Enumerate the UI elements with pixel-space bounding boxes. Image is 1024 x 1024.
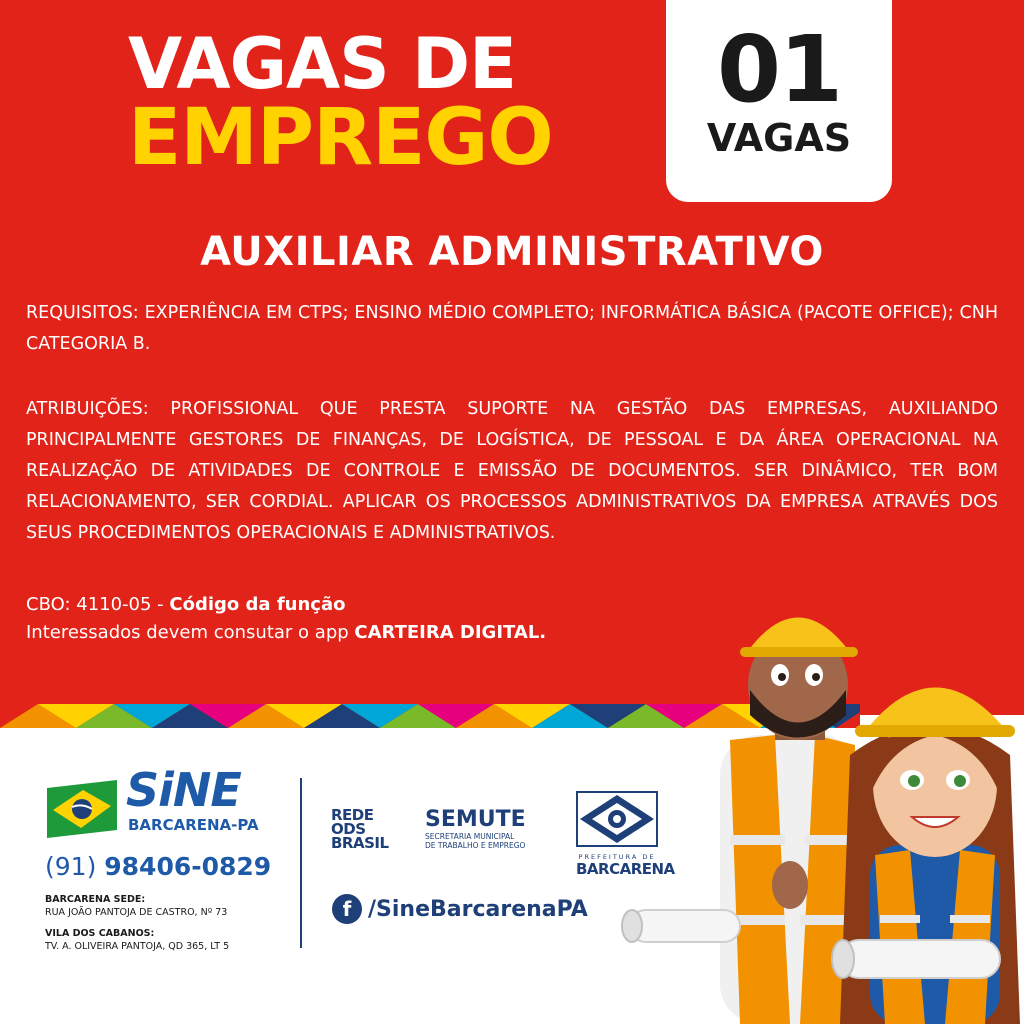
facebook-link[interactable] [332, 894, 588, 924]
rolled-blueprints [622, 910, 740, 942]
phone-digits: 98406-0829 [104, 852, 272, 881]
title-line2: EMPREGO [128, 93, 553, 183]
sine-logo-text: SiNE [126, 763, 241, 817]
address1-label: BARCARENA SEDE: [45, 894, 146, 905]
facebook-icon: f [332, 894, 362, 924]
cbo-line [26, 592, 345, 618]
address2-text: TV. A. OLIVEIRA PANTOJA, QD 365, LT 5 [45, 941, 230, 952]
address2-label: VILA DOS CABANOS: [45, 928, 155, 939]
vacancies-label: VAGAS [706, 116, 852, 160]
rede-line1: REDE [331, 806, 374, 824]
vacancies-count: 01 [716, 16, 842, 123]
construction-workers-illustration [600, 585, 1024, 1024]
facebook-handle: /SineBarcarenaPA [368, 896, 588, 922]
footer-divider [300, 778, 302, 948]
semute-sub2: DE TRABALHO E EMPREGO [425, 841, 526, 850]
rede-ods-logo [331, 808, 391, 850]
vacancies-badge [666, 0, 892, 202]
rede-line3: BRASIL [331, 834, 389, 852]
job-duties: ATRIBUIÇÕES: PROFISSIONAL QUE PRESTA SUPORTE NA GESTÃO DAS EMPRESAS, AUXILIANDO PRINCIPALMENTE GESTORES DE FINANÇAS, DE LOGÍSTICA, DE PESSOAL E DA ÁREA OPERACIONAL NA REALIZAÇÃO DE ATIVIDADES DE CONTROLE E EMISSÃO DE DOCUMENTOS. SER DINÂMICO, TER BOM RELACIONAMENTO, SER CORDIAL. APLICAR OS PROCESSOS ADMINISTRATIVOS DA EMPRESA ATRAVÉS DOS SEUS PROCEDIMENTOS OPERACIONAIS E ADMINISTRATIVOS. [26, 399, 998, 543]
phone-number[interactable] [45, 852, 271, 882]
semute-sub1: SECRETARIA MUNICIPAL [425, 832, 515, 841]
rede-line2: ODS [331, 820, 366, 838]
semute-logo [425, 808, 545, 850]
prefeitura-label: PREFEITURA DE [578, 853, 656, 861]
semute-title: SEMUTE [425, 807, 526, 832]
prefeitura-city: BARCARENA [576, 860, 675, 878]
cbo-label: Código da função [169, 594, 346, 615]
job-title: AUXILIAR ADMINISTRATIVO [200, 229, 824, 275]
job-requirements: REQUISITOS: EXPERIÊNCIA EM CTPS; ENSINO MÉDIO COMPLETO; INFORMÁTICA BÁSICA (PACOTE OFFICE); CNH CATEGORIA B. [26, 303, 998, 354]
contact-app: CARTEIRA DIGITAL. [354, 622, 547, 643]
contact-line [26, 620, 546, 646]
address1-text: RUA JOÃO PANTOJA DE CASTRO, Nº 73 [45, 907, 228, 918]
brazil-flag-logo-icon [47, 780, 117, 838]
phone-prefix: (91) [45, 852, 105, 881]
sine-city: BARCARENA-PA [128, 816, 259, 834]
contact-prefix: Interessados devem consutar o app [26, 622, 355, 643]
cbo-prefix: CBO: 4110-05 - [26, 594, 170, 615]
title-line1: VAGAS DE [128, 23, 516, 105]
